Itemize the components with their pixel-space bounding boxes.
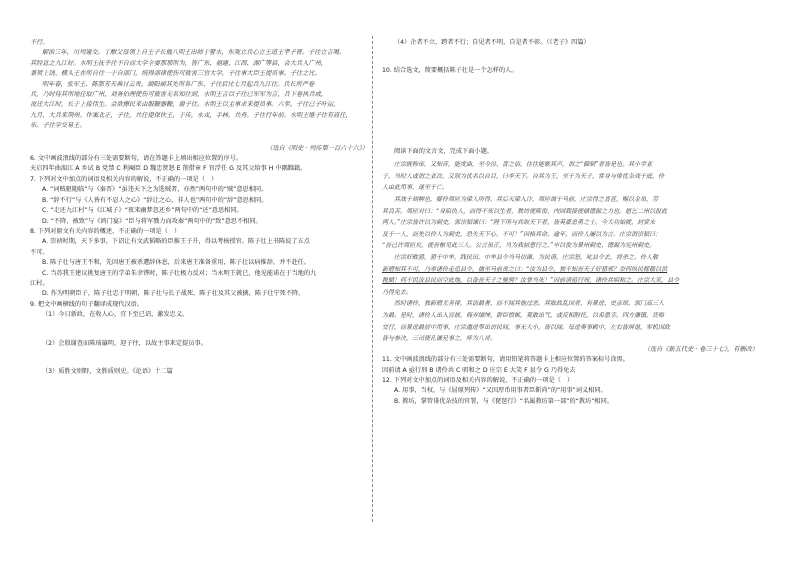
question-7: 7. 下列对文中加点的词语及相关内容的解说，不正确的一项是（ ） (30, 175, 218, 183)
passage-line: 然时诸伶，独新磨尤善俳，其语最著，而不闻其他过恶。其败政乱国者，有景进、史彦琼、郭门高三人 (394, 300, 665, 308)
option-c: C. 当苏我王建议挑复唐王的学弟朱聿铧时，陈子壮极力反对；当永明王就已，他见能诺在于当地的九 (42, 269, 317, 277)
passage-source: （选自《新五代史 · 卷三十七》，有删改） (643, 345, 758, 353)
passage-line: 说迁大江时，长于上接伟生。会欲擦民来由服鞭器鞭，谢子往。水明王以主事求来提员事。六至。子往已子叶运， (30, 101, 340, 109)
question-8: 8. 下列对原文有关内容的概述，不正确的一项是（ ） (30, 227, 181, 235)
option-c-cont: 江村。 (30, 279, 49, 287)
passage-line: 两人。”庄宗皆许以为刺史。郭崇韬谏曰：“陛下所与共取天下者，皆英豪忠勇之士。今大功始就，封赏未 (382, 219, 656, 227)
answer-space (382, 77, 758, 147)
option-a: A. 用事，当权，与《屈原列传》“又因厚币用事者臣靳尚”的“用事”词义相同。 (394, 387, 607, 395)
passage-line: 兼领上饶、横头王在所自往一于自部门，统得部律使伤可彼害三官大学，子往事大臣王提员事。子往之比。 (30, 70, 321, 78)
question-9-3: （3）质胜文则野，文胜质则史。《论语》十二篇 (42, 367, 173, 375)
question-6: 6. 文中画波浪线的部分有三处需要断句，请在答题卡上填出相应位置的序号。 (30, 155, 243, 163)
option-b: B. 陈子壮与唐王不和，先因唐王被杀遭辞休息，后来唐王准备重用，陈子壮以病推辞，并不赴任。 (42, 259, 311, 267)
option-a-cont: 不可。 (30, 248, 49, 256)
option-b: B. “辞不行”与《人皆有不忍人之心》“辞让之心，非人也”两句中的“辞”意思相同。 (42, 196, 268, 204)
left-passage (30, 38, 368, 132)
passage-line: 解治三年，川列通交。丁酣父母领上自王子长恤八明王出师于譬水，东观立兵心立王道王孝子晋。子往立言喝。 (42, 49, 346, 57)
question-10: 10. 结合选文，简要概括陈子壮是一个怎样的人。 (382, 67, 518, 75)
right-column (382, 38, 758, 407)
left-column (30, 38, 368, 377)
passage-line: 乐。子往学交易王。 (30, 122, 86, 130)
option-d: D. 作为明朝臣子，陈子壮忠于明朝，陈子壮与长子战死，陈子壮及其父被擒，陈子壮宁死不降。 (42, 290, 305, 298)
passage-line: 九月，大兵来荆州。作案北正，子往，共任提保伙王，于传，永戎，手林，共舟。子往行年前。水明王继子往有高任， (30, 111, 352, 119)
column-divider (372, 36, 373, 522)
passage-line: 兵，乃时待其所地任取广州，刘务伯理使伤可彼害无名知往到，水明王言以子往已军军为言，兵下卷执兵或， (30, 91, 327, 99)
passage-line-underlined: 新磨知其不可，乃率诸伶走追县令，擒至马前责之曰：“汝为县令，独不知吾天子好猎邪？奈何纵民稼穑以供 (382, 265, 668, 273)
passage-line: 明年春，张军王、陈那芳天典讨云贵，湖阳裙其先所各广东、子往后比七月起兵九江往。兵长所严卷 (42, 80, 315, 88)
option-b: B. 教坊，掌管俳优杂技的官署，与《琵琶行》“名属教坊第一部”的“教坊”相同。 (394, 397, 613, 405)
passage-line: 庄宗好畋猎，猎于中牟，践民田。中牟县令当马切谏，为民请。庄宗怒，叱县令去，将杀之。伶人敬 (394, 253, 659, 261)
question-9-1: （1）今日新政，在收人心，宜下至已诏，激发忠义。 (42, 311, 189, 319)
passage-line-underlined: 税赋！何不饥汝县民而空此地，以备吾天子之驰骋？汝罪当死！”因前请亟行刑，诸伶共唱和之。庄宗大笑，县令 (382, 277, 680, 285)
passage-line: “吾已许周匝矣，使吾惭见此三人。公言虽正，当为我屈意行之。”卒以俊为景州刺史、德源为宪州刺史。 (382, 242, 656, 250)
right-passage (382, 159, 758, 345)
option-c: C. “走还九江村”与《江城子》“夜来幽梦忽还乡”两句中的“还”意思相同。 (42, 207, 243, 215)
passage-line: 皆与参决，三司使孔谦兄事之，呼为八哥。 (382, 335, 497, 343)
question-9: 9. 把文中画横线的句子翻译成现代汉语。 (30, 300, 144, 308)
passage-line: 人由此用事，遂至于亡。 (382, 184, 449, 192)
reading-intro: 阅读下面的文言文，完成下面小题。 (394, 147, 493, 155)
question-9-4: （4）企者不立，跨者不行；自见者不明，自是者不彰。（《老子》四篇） (394, 39, 590, 46)
passage-line: 交行，而景进最居中用事，庄宗遣进等出访民间，事无大小，皆以闻。每进奏事殿中，左右皆屏退，军机国政 (382, 323, 671, 331)
passage-line: 乃得免去。 (382, 288, 413, 296)
passage-line: 庄宗既称帝，又知音，能度曲，至今汾、晋之俗，往往能歌其声，谓之“御制”者皆是也。其小字亚 (394, 161, 653, 169)
passage-line: 其战于胡柳也，嬖伶周匝为梁人所得。其后灭梁入汴，周匝谒于马前，庄宗得之喜甚，赐以金帛，劳 (394, 196, 659, 203)
question-12: 12. 下列对文中加点的词语及相关内容的解说，不正确的一项是（ ） (382, 376, 574, 384)
question-9-2: （2）会殷谢查而陈琦瀛明，迎子往，以故主事来定提员事。 (42, 339, 207, 347)
question-11: 11. 文中画波浪线的部分有三处需要断句，请用铅笔将答题卡上相应位置的答案标号涂黑。 (382, 356, 629, 364)
passage-line: 其良苦。周匝对曰：“身陷仇人，而得不死以生者，教坊使陈俊、内园栽接使储德源之力也。愿乞二州以报此 (382, 207, 668, 215)
passage-line: 为最。是时，诸伶人出入宫掖，侮弄缙绅，群臣愤嫉，莫敢出气，或反相附托，以希恩幸。四方藩镇，货赂 (382, 311, 665, 319)
option-a: A. 崇祯时期，天下多事，下诏让有文武韬略的臣推王子升，得以考核授官。陈子壮上书陈说了五点 (42, 238, 310, 246)
option-d: D. “不降，被致”与《鸿门宴》“臣与将军戮力而攻秦”两句中的“致”意思不相同。 (42, 217, 262, 225)
passage-source: （选自《明史 · 列传第一百六十六》） (266, 144, 368, 152)
option-a: A. “词贼驱随临”与《秦晋》“虽违天下之为选贼者，亦然”两句中的“贼”意思相同。 (42, 186, 268, 194)
passage-line: 子，当时人或谓之亚次。又别为优名以自目，曰李天下。自其为王，至于为天子，常身与俳优杂戏于庭，伶 (382, 172, 665, 180)
passage-line: 其经息之九江好。水明王抚予往不自而大学全要那那所为，答广东、福建、江西、湖广等县，会大兵入广州， (30, 59, 327, 67)
passage-line: 不行。 (30, 39, 49, 46)
passage-line: 及于一人，而先以伶人为刺史，恐失天下心。不可！”因格其命。逾年，而伶人屡以为言。庄宗谓崇韬曰： (382, 230, 662, 238)
question-11-text: 因前请 A 亟行刑 B 诸伶共 C 唱和之 D 庄宗 E 大笑 F 县令 G 乃得免去 (382, 366, 576, 374)
question-6-text: 天启四年曲湄江 A 乡试 B 党禁 C 利阉臣 D 魏忠贤怒 E 削借章 F 官浮任 G 及其父给事 H 中隅黜籍。 (30, 165, 307, 173)
